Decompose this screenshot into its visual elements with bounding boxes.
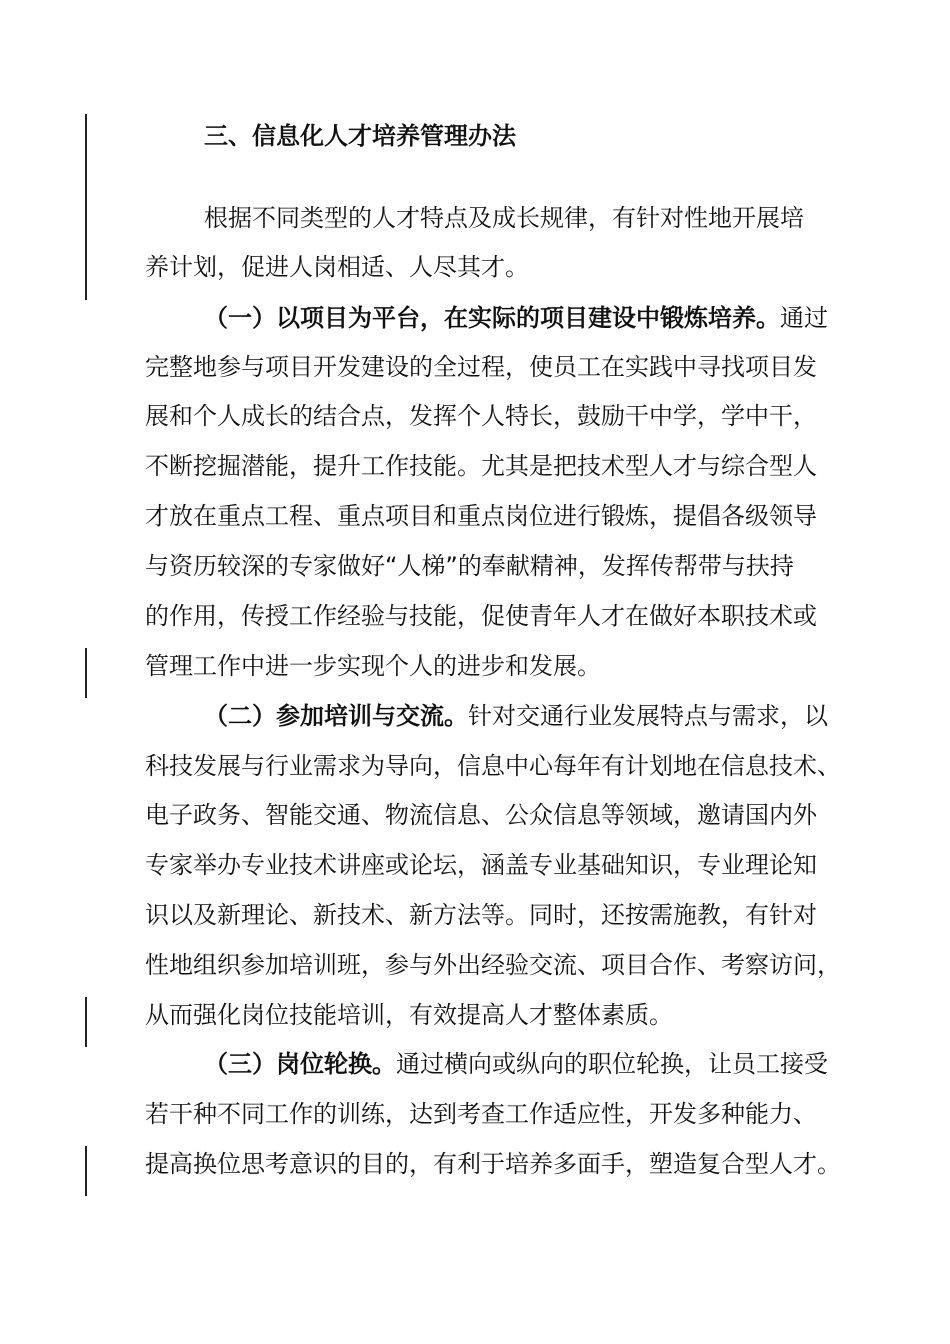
- item1-line: 管理工作中进一步实现个人的进步和发展。: [145, 652, 601, 680]
- item2-line: 性地组织参加培训班，参与外出经验交流、项目合作、考察访问，: [145, 951, 841, 979]
- item2-first-line-rest: 针对交通行业发展特点与需求，以: [468, 702, 828, 730]
- item1-first-line: [204, 300, 828, 336]
- item2-first-line: [204, 698, 828, 734]
- item1-line: 才放在重点工程、重点项目和重点岗位进行锻炼，提倡各级领导: [145, 502, 817, 530]
- item1-line: 完整地参与项目开发建设的全过程，使员工在实践中寻找项目发: [145, 353, 817, 381]
- item2-line: 电子政务、智能交通、物流信息、公众信息等领域，邀请国内外: [145, 801, 817, 829]
- item1-line: 与资历较深的专家做好“人梯”的奉献精神，发挥传帮带与扶持: [145, 552, 794, 580]
- item3-line: 若干种不同工作的训练，达到考查工作适应性，开发多种能力、: [145, 1100, 817, 1128]
- item1-title: （一）以项目为平台，在实际的项目建设中锻炼培养。: [204, 304, 780, 332]
- item2-line: 识以及新理论、新技术、新方法等。同时，还按需施教，有针对: [145, 901, 817, 929]
- item3-line: 提高换位思考意识的目的，有利于培养多面手，塑造复合型人才。: [145, 1150, 841, 1178]
- item1-first-line-rest: 通过: [780, 304, 828, 332]
- item3-first-line-rest: 通过横向或纵向的职位轮换，让员工接受: [396, 1050, 828, 1078]
- item2-line: 专家举办专业技术讲座或论坛，涵盖专业基础知识，专业理论知: [145, 851, 817, 879]
- margin-change-bar: [85, 648, 87, 698]
- item3-first-line: [204, 1046, 828, 1082]
- item1-line: 不断挖掘潜能，提升工作技能。尤其是把技术型人才与综合型人: [145, 452, 817, 480]
- item1-line: 的作用，传授工作经验与技能，促使青年人才在做好本职技术或: [145, 602, 817, 630]
- intro-line: 根据不同类型的人才特点及成长规律，有针对性地开展培: [204, 204, 804, 232]
- item3-title: （三）岗位轮换。: [204, 1050, 396, 1078]
- margin-change-bar: [85, 997, 87, 1047]
- intro-line: 养计划，促进人岗相适、人尽其才。: [145, 253, 529, 281]
- item2-title: （二）参加培训与交流。: [204, 702, 468, 730]
- section-heading: 三、信息化人才培养管理办法: [204, 122, 516, 150]
- margin-change-bar: [85, 1146, 87, 1196]
- item1-line: 展和个人成长的结合点，发挥个人特长，鼓励干中学，学中干，: [145, 402, 817, 430]
- item2-line: 科技发展与行业需求为导向，信息中心每年有计划地在信息技术、: [145, 752, 841, 780]
- margin-change-bar: [85, 114, 87, 300]
- item2-line: 从而强化岗位技能培训，有效提高人才整体素质。: [145, 1001, 673, 1029]
